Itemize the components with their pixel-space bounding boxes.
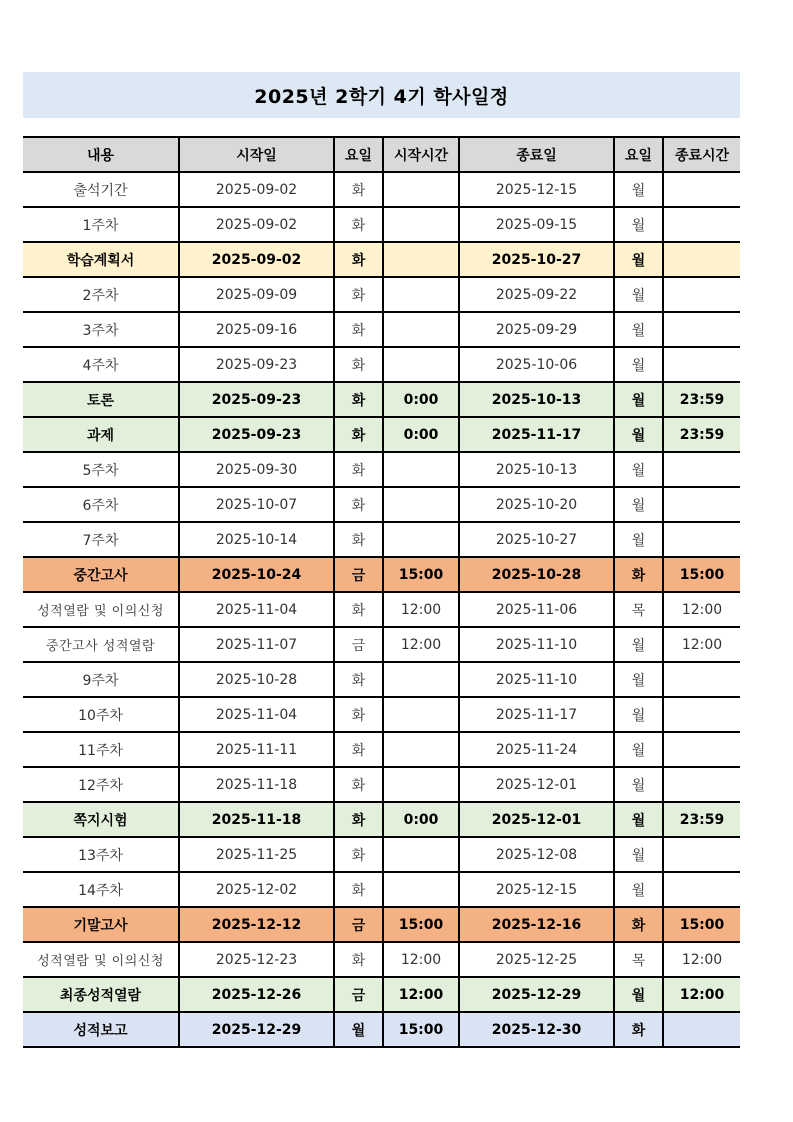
table-row (23, 207, 740, 242)
cell-start-day: 화 (334, 522, 383, 557)
cell-start-time (383, 312, 459, 347)
cell-content: 3주차 (23, 312, 179, 347)
cell-start-date: 2025-10-28 (179, 662, 334, 697)
cell-end-day: 월 (614, 487, 663, 522)
cell-content: 최종성적열람 (23, 977, 179, 1012)
cell-end-date: 2025-11-10 (459, 627, 614, 662)
header-start-date: 시작일 (179, 137, 334, 172)
cell-end-time (663, 312, 740, 347)
cell-start-time (383, 172, 459, 207)
cell-content: 중간고사 성적열람 (23, 627, 179, 662)
cell-start-day: 화 (334, 592, 383, 627)
cell-end-date: 2025-12-01 (459, 767, 614, 802)
cell-start-day: 화 (334, 697, 383, 732)
cell-start-time: 0:00 (383, 382, 459, 417)
cell-start-time (383, 277, 459, 312)
cell-end-time (663, 837, 740, 872)
cell-start-day: 월 (334, 1012, 383, 1047)
cell-content: 12주차 (23, 767, 179, 802)
cell-start-time: 15:00 (383, 907, 459, 942)
cell-start-date: 2025-09-23 (179, 382, 334, 417)
cell-start-time (383, 662, 459, 697)
cell-start-time: 15:00 (383, 1012, 459, 1047)
cell-start-time: 0:00 (383, 802, 459, 837)
header-start-day: 요일 (334, 137, 383, 172)
cell-end-day: 월 (614, 312, 663, 347)
cell-content: 과제 (23, 417, 179, 452)
cell-end-day: 월 (614, 452, 663, 487)
cell-end-time: 15:00 (663, 907, 740, 942)
cell-start-day: 화 (334, 417, 383, 452)
cell-end-time: 12:00 (663, 942, 740, 977)
cell-start-day: 화 (334, 662, 383, 697)
cell-start-time: 12:00 (383, 592, 459, 627)
cell-content: 14주차 (23, 872, 179, 907)
cell-start-time: 12:00 (383, 977, 459, 1012)
cell-end-time (663, 172, 740, 207)
cell-content: 성적열람 및 이의신청 (23, 942, 179, 977)
cell-start-date: 2025-09-30 (179, 452, 334, 487)
cell-start-time (383, 522, 459, 557)
cell-end-time (663, 1012, 740, 1047)
table-row (23, 592, 740, 627)
cell-start-time (383, 767, 459, 802)
table-row (23, 452, 740, 487)
cell-content: 6주차 (23, 487, 179, 522)
cell-start-date: 2025-11-11 (179, 732, 334, 767)
cell-start-time (383, 347, 459, 382)
cell-end-date: 2025-12-01 (459, 802, 614, 837)
cell-start-date: 2025-09-02 (179, 242, 334, 277)
cell-end-day: 월 (614, 767, 663, 802)
cell-start-day: 화 (334, 347, 383, 382)
cell-end-date: 2025-12-25 (459, 942, 614, 977)
cell-end-date: 2025-11-17 (459, 697, 614, 732)
cell-end-day: 월 (614, 802, 663, 837)
cell-end-date: 2025-10-27 (459, 522, 614, 557)
cell-content: 10주차 (23, 697, 179, 732)
cell-start-date: 2025-09-23 (179, 347, 334, 382)
cell-start-date: 2025-12-23 (179, 942, 334, 977)
table-row (23, 872, 740, 907)
cell-end-date: 2025-12-30 (459, 1012, 614, 1047)
cell-content: 중간고사 (23, 557, 179, 592)
cell-end-date: 2025-10-20 (459, 487, 614, 522)
cell-end-day: 월 (614, 977, 663, 1012)
cell-end-time (663, 277, 740, 312)
cell-start-date: 2025-11-07 (179, 627, 334, 662)
cell-start-day: 화 (334, 207, 383, 242)
cell-content: 9주차 (23, 662, 179, 697)
cell-end-time (663, 697, 740, 732)
cell-content: 4주차 (23, 347, 179, 382)
cell-end-time: 12:00 (663, 977, 740, 1012)
cell-end-day: 월 (614, 347, 663, 382)
cell-end-time (663, 522, 740, 557)
header-end-date: 종료일 (459, 137, 614, 172)
cell-start-day: 화 (334, 487, 383, 522)
cell-content: 11주차 (23, 732, 179, 767)
cell-start-date: 2025-09-02 (179, 172, 334, 207)
cell-start-date: 2025-10-07 (179, 487, 334, 522)
cell-end-time (663, 452, 740, 487)
cell-start-date: 2025-09-16 (179, 312, 334, 347)
cell-start-date: 2025-11-04 (179, 697, 334, 732)
table-row (23, 382, 740, 417)
cell-start-day: 금 (334, 977, 383, 1012)
cell-start-day: 화 (334, 767, 383, 802)
cell-end-time: 23:59 (663, 417, 740, 452)
cell-end-date: 2025-10-13 (459, 382, 614, 417)
cell-end-time (663, 662, 740, 697)
cell-content: 출석기간 (23, 172, 179, 207)
table-row (23, 802, 740, 837)
cell-end-date: 2025-11-10 (459, 662, 614, 697)
cell-end-day: 월 (614, 697, 663, 732)
cell-start-time: 12:00 (383, 942, 459, 977)
header-end-time: 종료시간 (663, 137, 740, 172)
cell-content: 7주차 (23, 522, 179, 557)
cell-start-time (383, 872, 459, 907)
cell-start-date: 2025-11-04 (179, 592, 334, 627)
cell-start-day: 금 (334, 557, 383, 592)
cell-end-date: 2025-12-15 (459, 872, 614, 907)
cell-end-time: 23:59 (663, 802, 740, 837)
cell-end-time (663, 487, 740, 522)
header-row (23, 137, 740, 172)
cell-start-day: 화 (334, 382, 383, 417)
cell-end-day: 목 (614, 592, 663, 627)
cell-end-time (663, 767, 740, 802)
cell-end-day: 화 (614, 557, 663, 592)
table-row (23, 977, 740, 1012)
cell-end-date: 2025-09-29 (459, 312, 614, 347)
table-row (23, 627, 740, 662)
cell-start-date: 2025-12-26 (179, 977, 334, 1012)
cell-end-day: 월 (614, 627, 663, 662)
cell-start-day: 화 (334, 277, 383, 312)
table-row (23, 907, 740, 942)
table-row (23, 1012, 740, 1047)
cell-end-date: 2025-11-06 (459, 592, 614, 627)
cell-content: 학습계획서 (23, 242, 179, 277)
cell-end-time: 12:00 (663, 627, 740, 662)
table-row (23, 767, 740, 802)
cell-end-time: 12:00 (663, 592, 740, 627)
cell-content: 쪽지시험 (23, 802, 179, 837)
cell-start-date: 2025-12-12 (179, 907, 334, 942)
cell-end-day: 월 (614, 277, 663, 312)
cell-content: 1주차 (23, 207, 179, 242)
cell-start-date: 2025-09-23 (179, 417, 334, 452)
table-row (23, 312, 740, 347)
cell-start-day: 화 (334, 802, 383, 837)
cell-end-day: 월 (614, 417, 663, 452)
cell-content: 2주차 (23, 277, 179, 312)
cell-end-day: 화 (614, 907, 663, 942)
cell-end-date: 2025-09-22 (459, 277, 614, 312)
cell-end-date: 2025-11-24 (459, 732, 614, 767)
table-row (23, 837, 740, 872)
cell-start-day: 화 (334, 942, 383, 977)
table-row (23, 732, 740, 767)
cell-start-date: 2025-09-09 (179, 277, 334, 312)
cell-start-day: 화 (334, 312, 383, 347)
cell-start-date: 2025-10-14 (179, 522, 334, 557)
cell-start-time (383, 697, 459, 732)
cell-end-day: 월 (614, 382, 663, 417)
cell-start-time: 15:00 (383, 557, 459, 592)
cell-start-day: 금 (334, 907, 383, 942)
table-row (23, 172, 740, 207)
cell-content: 성적보고 (23, 1012, 179, 1047)
header-end-day: 요일 (614, 137, 663, 172)
cell-end-time: 23:59 (663, 382, 740, 417)
cell-start-time: 12:00 (383, 627, 459, 662)
cell-end-time (663, 732, 740, 767)
cell-end-day: 월 (614, 207, 663, 242)
cell-end-day: 월 (614, 837, 663, 872)
cell-end-day: 목 (614, 942, 663, 977)
cell-content: 성적열람 및 이의신청 (23, 592, 179, 627)
cell-end-date: 2025-09-15 (459, 207, 614, 242)
table-row (23, 487, 740, 522)
cell-start-time (383, 487, 459, 522)
cell-start-day: 화 (334, 732, 383, 767)
table-row (23, 557, 740, 592)
cell-end-day: 월 (614, 662, 663, 697)
cell-end-day: 월 (614, 872, 663, 907)
cell-content: 기말고사 (23, 907, 179, 942)
header-content: 내용 (23, 137, 179, 172)
cell-end-date: 2025-10-06 (459, 347, 614, 382)
cell-start-time (383, 732, 459, 767)
schedule-body (23, 172, 740, 1047)
cell-end-time (663, 242, 740, 277)
cell-start-time (383, 837, 459, 872)
cell-end-date: 2025-12-16 (459, 907, 614, 942)
cell-end-day: 월 (614, 732, 663, 767)
cell-end-time: 15:00 (663, 557, 740, 592)
cell-end-date: 2025-12-29 (459, 977, 614, 1012)
cell-start-day: 화 (334, 452, 383, 487)
cell-start-time (383, 242, 459, 277)
cell-content: 5주차 (23, 452, 179, 487)
cell-end-time (663, 347, 740, 382)
cell-start-day: 화 (334, 837, 383, 872)
schedule-table (23, 136, 740, 1048)
cell-start-date: 2025-12-02 (179, 872, 334, 907)
cell-content: 13주차 (23, 837, 179, 872)
cell-start-date: 2025-11-25 (179, 837, 334, 872)
table-row (23, 662, 740, 697)
cell-start-day: 화 (334, 172, 383, 207)
cell-start-time (383, 452, 459, 487)
table-row (23, 242, 740, 277)
cell-end-date: 2025-10-27 (459, 242, 614, 277)
cell-start-day: 화 (334, 242, 383, 277)
cell-end-day: 월 (614, 242, 663, 277)
cell-end-date: 2025-11-17 (459, 417, 614, 452)
cell-end-time (663, 872, 740, 907)
cell-end-day: 월 (614, 172, 663, 207)
cell-start-date: 2025-11-18 (179, 802, 334, 837)
cell-start-date: 2025-11-18 (179, 767, 334, 802)
cell-end-date: 2025-12-15 (459, 172, 614, 207)
cell-start-day: 금 (334, 627, 383, 662)
table-row (23, 522, 740, 557)
table-row (23, 347, 740, 382)
cell-end-day: 화 (614, 1012, 663, 1047)
page-title: 2025년 2학기 4기 학사일정 (23, 72, 740, 118)
cell-start-date: 2025-09-02 (179, 207, 334, 242)
cell-end-time (663, 207, 740, 242)
table-row (23, 417, 740, 452)
table-row (23, 697, 740, 732)
header-start-time: 시작시간 (383, 137, 459, 172)
cell-start-date: 2025-12-29 (179, 1012, 334, 1047)
cell-content: 토론 (23, 382, 179, 417)
table-row (23, 277, 740, 312)
cell-start-date: 2025-10-24 (179, 557, 334, 592)
cell-start-time (383, 207, 459, 242)
cell-end-date: 2025-10-13 (459, 452, 614, 487)
cell-end-date: 2025-10-28 (459, 557, 614, 592)
cell-start-time: 0:00 (383, 417, 459, 452)
cell-end-date: 2025-12-08 (459, 837, 614, 872)
cell-end-day: 월 (614, 522, 663, 557)
cell-start-day: 화 (334, 872, 383, 907)
table-row (23, 942, 740, 977)
